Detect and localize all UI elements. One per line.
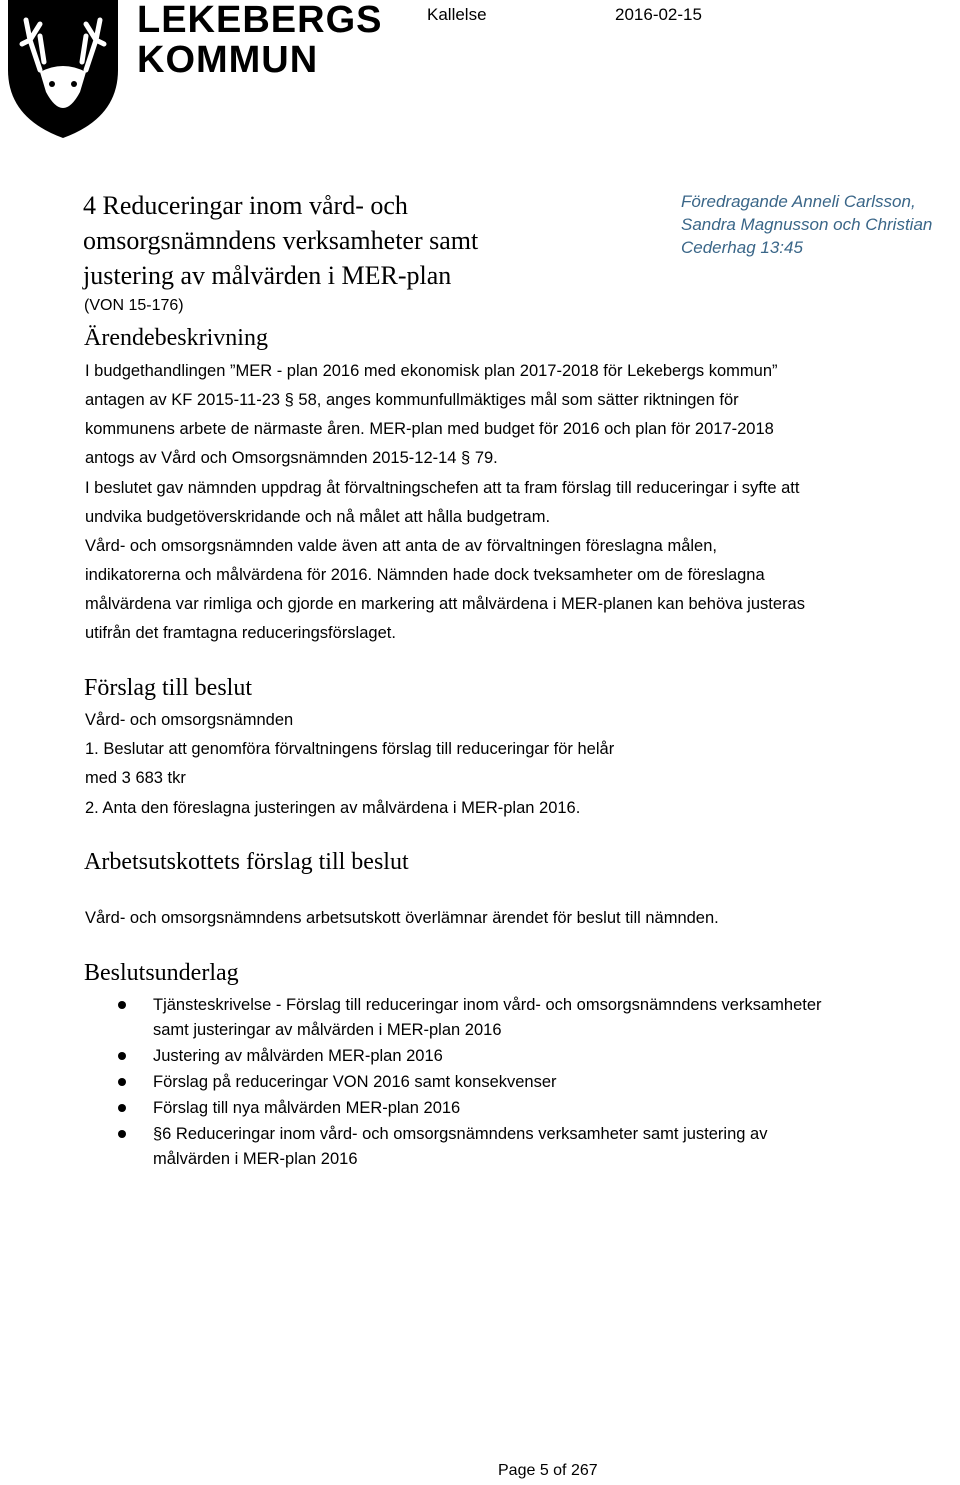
list-item [85, 1096, 822, 1121]
arende-line: utifrån det framtagna reduceringsförslaget. [85, 624, 396, 642]
list-item [85, 993, 822, 1043]
brand-line-2: KOMMUN [137, 39, 319, 81]
section-heading-arbetsutskott: Arbetsutskottets förslag till beslut [84, 849, 409, 875]
presenter-line: Föredragande Anneli Carlsson, [681, 192, 916, 211]
case-reference: (VON 15-176) [84, 297, 184, 314]
section-heading-arende: Ärendebeskrivning [84, 325, 268, 351]
list-item [85, 1044, 822, 1069]
arende-line: antogs av Vård och Omsorgsnämnden 2015-12-14 § 79. [85, 449, 498, 467]
list-item-line: Förslag på reduceringar VON 2016 samt konsekvenser [153, 1073, 557, 1091]
presenter-line: Sandra Magnusson och Christian [681, 215, 933, 234]
document-date: 2016-02-15 [615, 5, 702, 24]
list-item-line: målvärden i MER-plan 2016 [153, 1150, 358, 1168]
coat-of-arms-icon [8, 0, 118, 138]
list-item-line: Tjänsteskrivelse - Förslag till reduceringar inom vård- och omsorgsnämndens verksamheter [153, 996, 822, 1014]
arende-line: indikatorerna och målvärdena för 2016. Nämnden hade dock tveksamheter om de föreslagna [85, 566, 765, 584]
list-item [85, 1070, 822, 1095]
list-item-line: Justering av målvärden MER-plan 2016 [153, 1047, 443, 1065]
section-heading-forslag: Förslag till beslut [84, 675, 252, 701]
forslag-item: med 3 683 tkr [85, 769, 186, 787]
presenter-line: Cederhag 13:45 [681, 238, 803, 257]
list-item-line: Förslag till nya målvärden MER-plan 2016 [153, 1099, 461, 1117]
agenda-item-title [83, 188, 643, 293]
list-item-line: samt justeringar av målvärden i MER-plan 2016 [153, 1021, 502, 1039]
arbetsutskott-body: Vård- och omsorgsnämndens arbetsutskott överlämnar ärendet för beslut till nämnden. [85, 909, 719, 927]
forslag-item: 1. Beslutar att genomföra förvaltningens förslag till reduceringar för helår [85, 740, 615, 758]
title-line: omsorgsnämndens verksamheter samt [83, 226, 479, 255]
title-line: 4 Reduceringar inom vård- och [83, 191, 408, 220]
arende-line: I budgethandlingen ”MER - plan 2016 med ekonomisk plan 2017-2018 för Lekebergs kommun” [85, 362, 778, 380]
arende-line: målvärdena var rimliga och gjorde en markering att målvärdena i MER-planen kan behöva justeras [85, 595, 805, 613]
arende-line: antagen av KF 2015-11-23 § 58, anges kommunfullmäktiges mål som sätter riktningen för [85, 391, 739, 409]
forslag-body: Vård- och omsorgsnämnden [85, 711, 294, 729]
brand-wordmark [137, 0, 382, 80]
list-item-line: §6 Reduceringar inom vård- och omsorgsnämndens verksamheter samt justering av [153, 1125, 768, 1143]
arende-line: I beslutet gav nämnden uppdrag åt förvaltningschefen att ta fram förslag till reduceringar i syfte att [85, 479, 800, 497]
title-line: justering av målvärden i MER-plan [83, 261, 452, 290]
brand-line-1: LEKEBERGS [137, 0, 383, 41]
presenters [681, 190, 932, 259]
arende-line: undvika budgetöverskridande och nå målet att hålla budgetram. [85, 508, 551, 526]
page-number: Page 5 of 267 [498, 1462, 598, 1479]
section-heading-underlag: Beslutsunderlag [84, 960, 239, 986]
document-type: Kallelse [427, 5, 487, 24]
list-item [85, 1122, 822, 1172]
underlag-list [85, 993, 822, 1173]
forslag-item: 2. Anta den föreslagna justeringen av målvärdena i MER-plan 2016. [85, 799, 581, 817]
arende-line: Vård- och omsorgsnämnden valde även att anta de av förvaltningen föreslagna målen, [85, 537, 717, 555]
arende-line: kommunens arbete de närmaste åren. MER-plan med budget för 2016 och plan för 2017-2018 [85, 420, 774, 438]
